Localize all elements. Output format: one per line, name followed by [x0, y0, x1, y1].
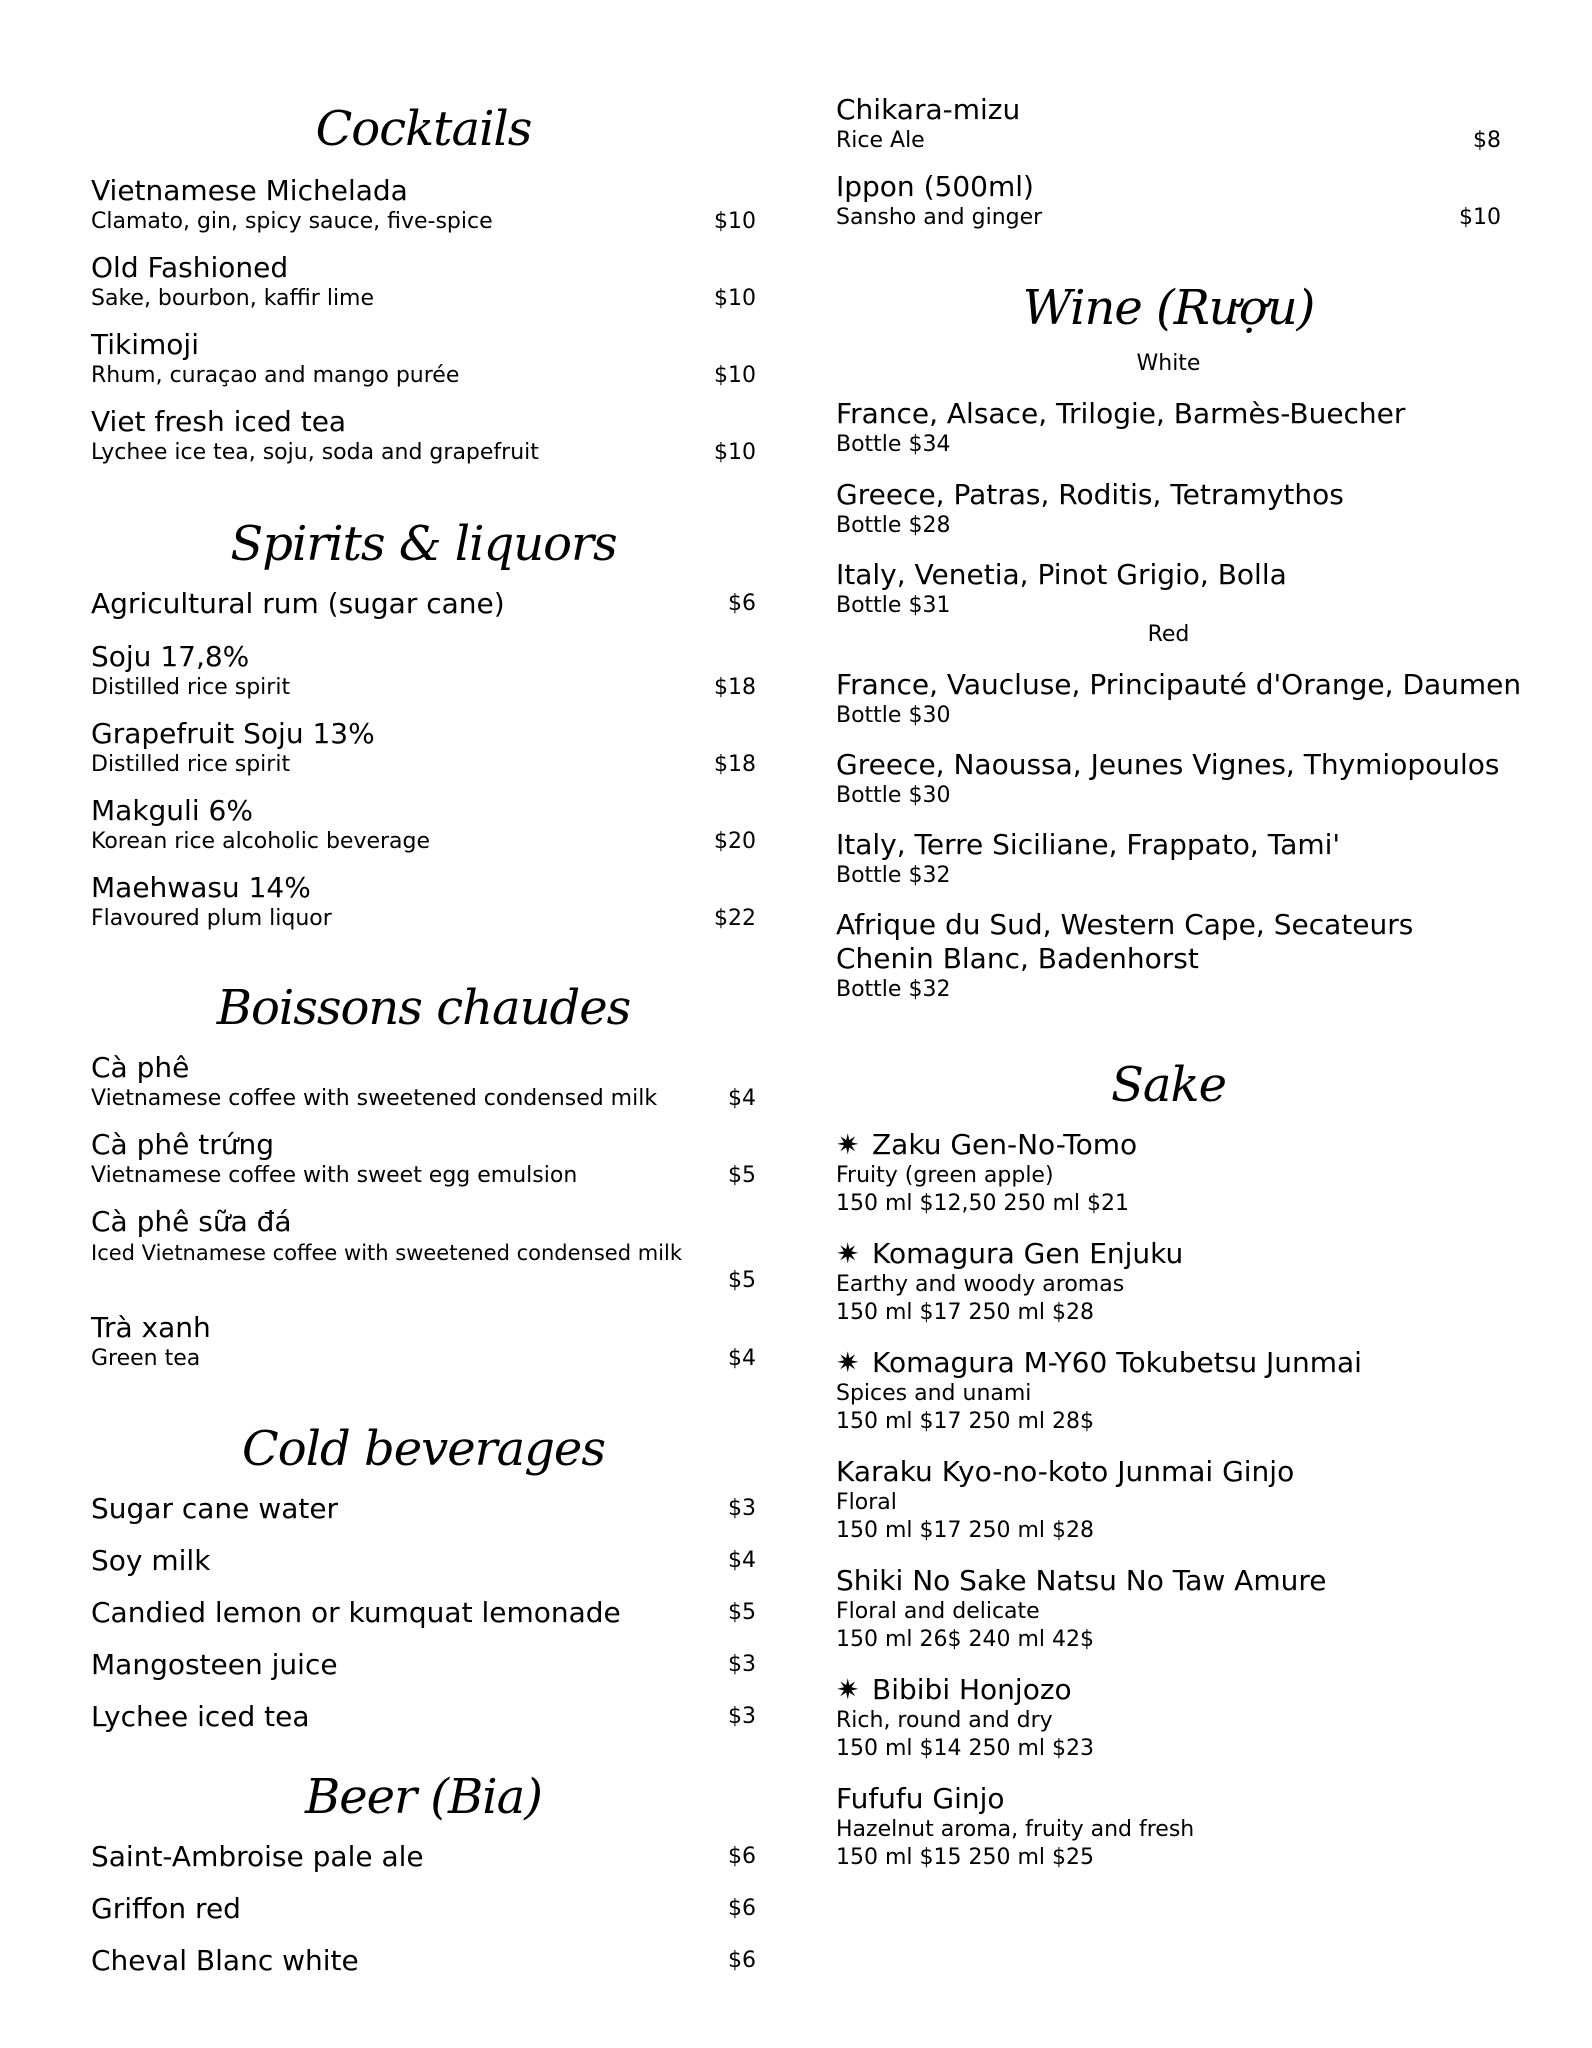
menu-item	[91, 1892, 756, 1926]
item-price: $4	[728, 1346, 756, 1371]
menu-item	[91, 1128, 756, 1190]
menu-item	[836, 1346, 1501, 1436]
item-price: $4	[728, 1086, 756, 1111]
star-icon: ✷	[836, 1673, 860, 1706]
item-name: Sugar cane water	[91, 1492, 339, 1525]
hot-drinks-heading: Boissons chaudes	[216, 980, 631, 1036]
item-bottle-price: Bottle $28	[836, 513, 951, 538]
item-description: Hazelnut aroma, fruity and fresh	[836, 1817, 1195, 1842]
menu-item	[836, 1455, 1501, 1545]
sake-heading: Sake	[1111, 1057, 1226, 1113]
item-description: Rice Ale	[836, 128, 925, 153]
item-description: Rich, round and dry	[836, 1708, 1053, 1733]
menu-item	[91, 405, 756, 467]
item-description: Vietnamese coffee with sweetened condensed milk	[91, 1086, 658, 1111]
item-sizes: 150 ml $17 250 ml 28$	[836, 1409, 1095, 1434]
item-name: Candied lemon or kumquat lemonade	[91, 1596, 621, 1629]
item-price: $10	[714, 209, 756, 234]
spirits-heading: Spirits & liquors	[230, 516, 617, 572]
item-price: $3	[728, 1496, 756, 1521]
item-name: Maehwasu 14%	[91, 871, 311, 904]
item-description: Sansho and ginger	[836, 205, 1043, 230]
menu-item	[91, 587, 756, 621]
item-name: Griffon red	[91, 1892, 241, 1925]
menu-item	[91, 251, 756, 313]
menu-item	[91, 1840, 756, 1874]
item-description: Green tea	[91, 1346, 201, 1371]
menu-item	[91, 1544, 756, 1578]
item-name: Saint-Ambroise pale ale	[91, 1840, 424, 1873]
item-sizes: 150 ml $17 250 ml $28	[836, 1518, 1095, 1543]
item-name: Zaku Gen-No-Tomo	[872, 1128, 1138, 1161]
item-price: $5	[728, 1600, 756, 1625]
item-price: $10	[714, 440, 756, 465]
item-name: Makguli 6%	[91, 794, 253, 827]
item-name: Cà phê sữa đá	[91, 1205, 292, 1238]
menu-item	[836, 1564, 1501, 1654]
item-name: France, Alsace, Trilogie, Barmès-Buecher	[836, 397, 1406, 430]
menu-item	[91, 871, 756, 933]
cold-beverages-heading: Cold beverages	[242, 1421, 605, 1477]
item-description: Flavoured plum liquor	[91, 906, 332, 931]
item-bottle-price: Bottle $31	[836, 593, 951, 618]
item-name: Soy milk	[91, 1544, 211, 1577]
item-description: Korean rice alcoholic beverage	[91, 829, 431, 854]
item-name: Lychee iced tea	[91, 1700, 310, 1733]
item-sizes: 150 ml $17 250 ml $28	[836, 1300, 1095, 1325]
item-name: France, Vaucluse, Principauté d'Orange, Daumen	[836, 668, 1522, 701]
item-description: Iced Vietnamese coffee with sweetened condensed milk	[91, 1241, 683, 1265]
star-icon: ✷	[836, 1346, 860, 1379]
item-name: Chikara-mizu	[836, 93, 1021, 126]
item-price: $5	[728, 1268, 756, 1293]
item-name: Fufufu Ginjo	[836, 1782, 1005, 1815]
item-price: $6	[728, 1948, 756, 1973]
item-price: $20	[714, 829, 756, 854]
item-description: Floral	[836, 1490, 897, 1515]
menu-item	[91, 794, 756, 856]
item-price: $10	[1459, 205, 1501, 230]
item-name: Cà phê trứng	[91, 1128, 275, 1161]
item-name: Karaku Kyo-no-koto Junmai Ginjo	[836, 1455, 1295, 1488]
item-description: Clamato, gin, spicy sauce, five-spice	[91, 209, 493, 234]
item-name: Mangosteen juice	[91, 1648, 338, 1681]
item-description: Distilled rice spirit	[91, 675, 291, 700]
item-sizes: 150 ml $15 250 ml $25	[836, 1845, 1095, 1870]
item-name: Trà xanh	[91, 1311, 211, 1344]
menu-item	[836, 1128, 1501, 1218]
menu-item	[836, 170, 1501, 232]
menu-item	[91, 1492, 756, 1526]
item-name: Cheval Blanc white	[91, 1944, 359, 1977]
menu-item	[836, 93, 1501, 155]
item-sizes: 150 ml $14 250 ml $23	[836, 1736, 1095, 1761]
item-bottle-price: Bottle $32	[836, 977, 951, 1002]
item-sizes: 150 ml $12,50 250 ml $21	[836, 1191, 1130, 1216]
beer-heading: Beer (Bia)	[305, 1769, 542, 1825]
star-icon: ✷	[836, 1128, 860, 1161]
item-name: Italy, Venetia, Pinot Grigio, Bolla	[836, 558, 1287, 591]
item-price: $3	[728, 1704, 756, 1729]
item-price: $5	[728, 1163, 756, 1188]
item-price: $3	[728, 1652, 756, 1677]
item-name: Afrique du Sud, Western Cape, Secateurs Chenin Blanc, Badenhorst	[836, 908, 1414, 975]
item-price: $10	[714, 286, 756, 311]
item-description: Distilled rice spirit	[91, 752, 291, 777]
item-name: Soju 17,8%	[91, 640, 250, 673]
item-bottle-price: Bottle $34	[836, 432, 951, 457]
menu-item	[91, 1311, 756, 1373]
item-name: Komagura M-Y60 Tokubetsu Junmai	[872, 1346, 1362, 1379]
item-name: Viet fresh iced tea	[91, 405, 347, 438]
menu-item	[836, 478, 1501, 540]
menu-item	[91, 640, 756, 702]
cocktails-heading: Cocktails	[315, 101, 532, 157]
item-price: $4	[728, 1548, 756, 1573]
item-name: Old Fashioned	[91, 251, 289, 284]
menu-item	[836, 1237, 1501, 1327]
item-bottle-price: Bottle $32	[836, 863, 951, 888]
menu-item	[91, 328, 756, 390]
item-price: $6	[728, 1896, 756, 1921]
menu-item	[91, 1944, 756, 1978]
item-name: Tikimoji	[91, 328, 199, 361]
item-bottle-price: Bottle $30	[836, 703, 951, 728]
item-bottle-price: Bottle $30	[836, 783, 951, 808]
item-price: $6	[728, 591, 756, 616]
star-icon: ✷	[836, 1237, 860, 1270]
item-sizes: 150 ml 26$ 240 ml 42$	[836, 1627, 1095, 1652]
item-price: $6	[728, 1844, 756, 1869]
item-price: $18	[714, 675, 756, 700]
item-price: $22	[714, 906, 756, 931]
menu-item	[836, 1782, 1501, 1872]
menu-item	[91, 1700, 756, 1734]
item-price: $8	[1473, 128, 1501, 153]
item-name: Cà phê	[91, 1051, 190, 1084]
item-price: $10	[714, 363, 756, 388]
menu-item	[91, 1596, 756, 1630]
menu-item	[836, 1673, 1501, 1763]
item-description: Sake, bourbon, kaffir lime	[91, 286, 375, 311]
menu-item	[836, 748, 1501, 810]
item-description: Lychee ice tea, soju, soda and grapefruit	[91, 440, 539, 465]
item-name: Bibibi Honjozo	[872, 1673, 1072, 1706]
menu-item	[91, 1051, 756, 1113]
menu-item	[836, 908, 1501, 1004]
menu-item	[836, 828, 1501, 890]
menu-item	[91, 174, 756, 236]
menu-item	[836, 668, 1522, 730]
item-name: Grapefruit Soju 13%	[91, 717, 375, 750]
menu-item	[836, 397, 1501, 459]
item-price: $18	[714, 752, 756, 777]
item-name: Ippon (500ml)	[836, 170, 1034, 203]
menu-item	[91, 717, 756, 779]
item-name: Italy, Terre Siciliane, Frappato, Tami'	[836, 828, 1341, 861]
item-name: Vietnamese Michelada	[91, 174, 408, 207]
red-wine-label: Red	[1147, 622, 1190, 647]
item-name: Shiki No Sake Natsu No Taw Amure	[836, 1564, 1327, 1597]
menu-item	[91, 1648, 756, 1682]
item-description: Vietnamese coffee with sweet egg emulsion	[91, 1163, 578, 1188]
item-description: Floral and delicate	[836, 1599, 1040, 1624]
item-description: Earthy and woody aromas	[836, 1272, 1125, 1297]
item-description: Spices and unami	[836, 1381, 1032, 1406]
item-description: Rhum, curaçao and mango purée	[91, 363, 460, 388]
menu-item	[91, 1205, 756, 1295]
wine-heading: Wine (Rượu)	[1022, 280, 1315, 336]
item-description: Fruity (green apple)	[836, 1163, 1054, 1188]
menu-item	[836, 558, 1501, 620]
item-name: Greece, Patras, Roditis, Tetramythos	[836, 478, 1344, 511]
white-wine-label: White	[1136, 351, 1201, 376]
item-name: Komagura Gen Enjuku	[872, 1237, 1184, 1270]
item-name: Agricultural rum (sugar cane)	[91, 587, 505, 620]
item-name: Greece, Naoussa, Jeunes Vignes, Thymiopoulos	[836, 748, 1500, 781]
